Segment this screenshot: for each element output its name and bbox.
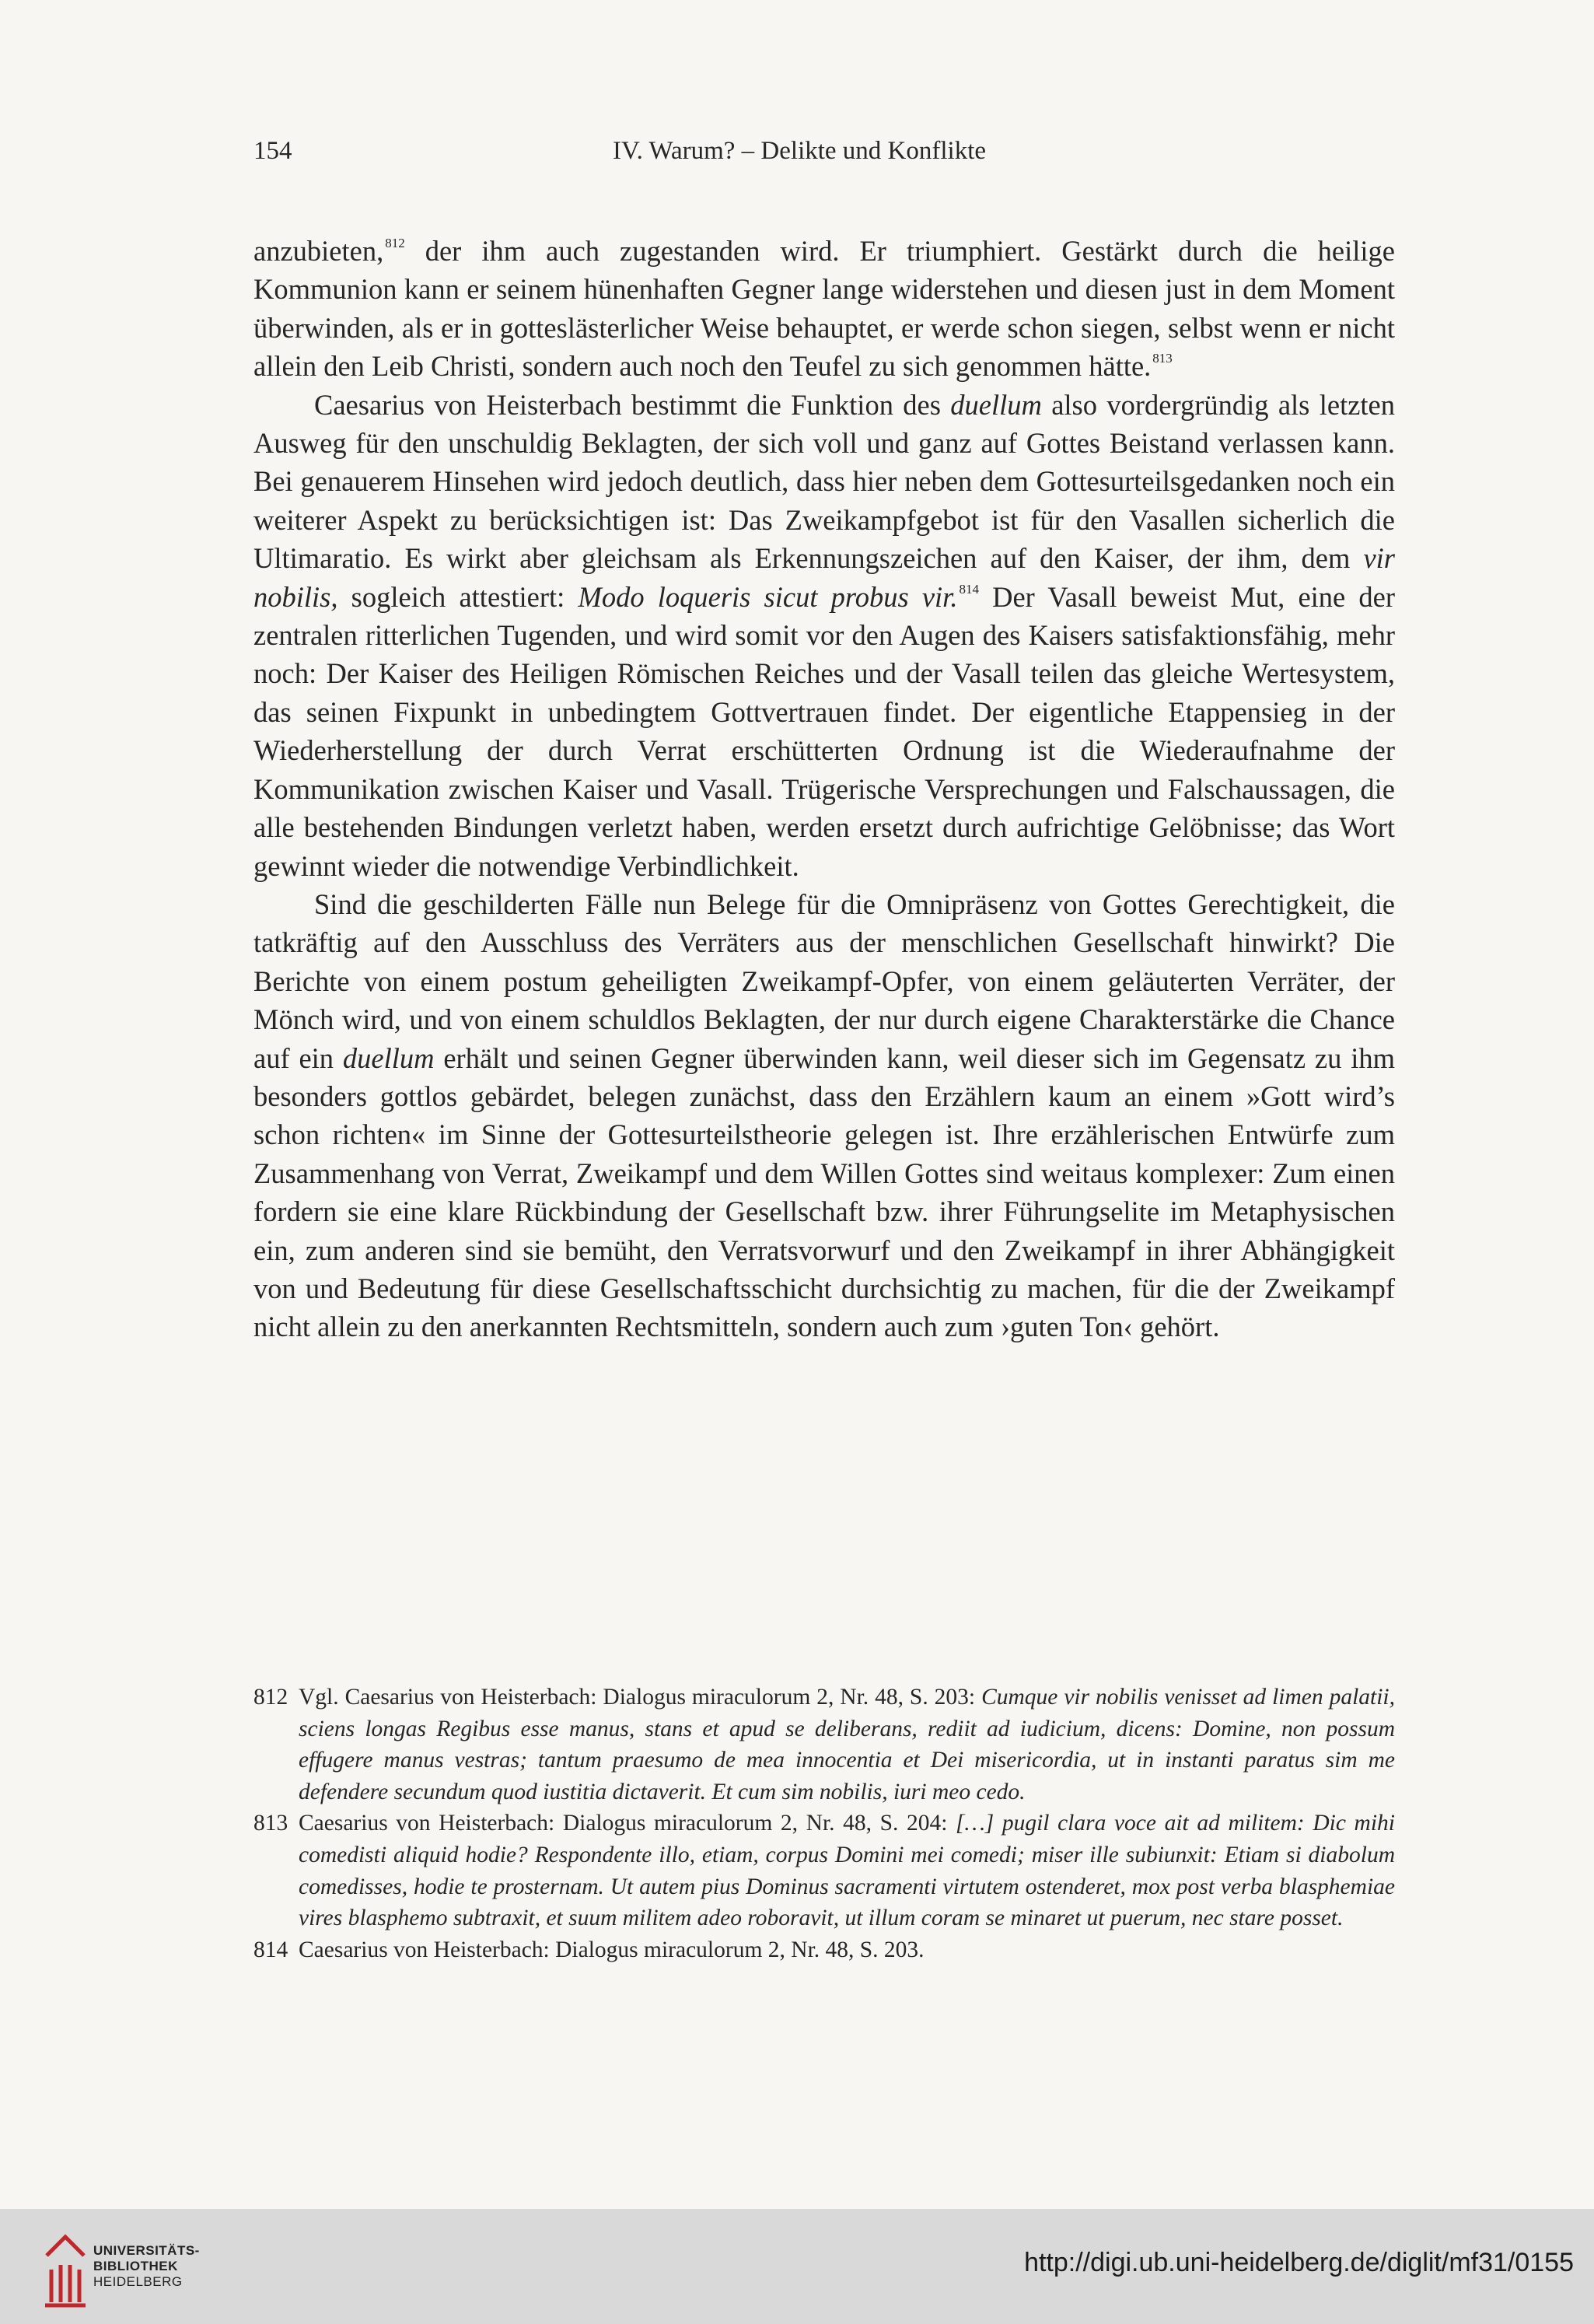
footnote-812	[253, 1682, 1395, 1808]
footnote-ref-813[interactable]: 813	[1152, 351, 1173, 366]
ub-heidelberg-logo-icon[interactable]	[39, 2224, 90, 2310]
footnote-ref-814[interactable]: 814	[959, 581, 979, 597]
footnote-quote: Cumque vir nobilis venisset ad limen palatii, sciens longas Regibus esse manus, stans et apud se deliberans, rediit ad iudicium, dicens: Domine, non possum effugere manus vestras; tantum praesumo de mea innocentia et Dei misericordia, ut in instanti paratus sim me defendere secundum quod iustitia dictaverit. Et cum sim nobilis, iuri meo cedo.	[299, 1685, 1395, 1804]
digitization-footer	[0, 2209, 1594, 2324]
library-name[interactable]	[93, 2243, 200, 2290]
library-line-3: HEIDELBERG	[93, 2274, 183, 2289]
main-text	[253, 232, 1395, 1346]
footnote-814	[253, 1934, 1395, 1966]
text-run: Der Vasall beweist Mut, eine der zentralen ritterlichen Tugenden, und wird somit vor den Augen des Kaisers satisfaktionsfähig, mehr noch: Der Kaiser des Heiligen Römischen Reiches und der Vasall teilen das gleiche Wertesystem, das seinen Fixpunkt in unbedingtem Gottvertrauen findet. Der eigentliche Etappensieg in der Wiederherstellung der durch Verrat erschütterten Ordnung ist die Wiederaufnahme der Kommunikation zwischen Kaiser und Vasall. Trügerische Versprechungen und Falschaussagen, die alle bestehenden Bindungen verletzt haben, werden ersetzt durch aufrichtige Gelöbnisse; das Wort gewinnt wieder die notwendige Verbindlichkeit.	[253, 580, 1395, 882]
running-head: IV. Warum? – Delikte und Konflikte	[613, 137, 987, 165]
paragraph-3	[253, 885, 1395, 1346]
paragraph-1	[253, 232, 1395, 386]
library-line-1: UNIVERSITÄTS-	[93, 2243, 200, 2258]
footnote-813	[253, 1808, 1395, 1934]
text-run: der ihm auch zugestanden wird. Er triumphiert. Gestärkt durch die heilige Kommunion kann er seinem hünenhaften Gegner lange widerstehen und diesen just in dem Moment überwinden, als er in gotteslästerlicher Weise behauptet, er werde schon siegen, selbst wenn er nicht allein den Leib Christi, sondern auch noch den Teufel zu sich genommen hätte.	[253, 235, 1395, 383]
footnote-text: Caesarius von Heisterbach: Dialogus miraculorum 2, Nr. 48, S. 204:	[299, 1811, 956, 1836]
italic-term: duellum	[950, 388, 1042, 421]
text-run: sogleich attestiert:	[337, 580, 579, 613]
page-number: 154	[253, 137, 292, 165]
footnote-ref-812[interactable]: 812	[385, 236, 405, 250]
library-line-2: BIBLIOTHEK	[93, 2259, 178, 2273]
footnote-number: 814	[253, 1937, 288, 1962]
footnote-text: Caesarius von Heisterbach: Dialogus miraculorum 2, Nr. 48, S. 203.	[299, 1937, 925, 1962]
paragraph-2	[253, 386, 1395, 885]
italic-term: vir nobilis,	[253, 542, 1395, 613]
text-run: Sind die geschilderten Fälle nun Belege für die Omnipräsenz von Gottes Gerechtigkeit, die tatkräftig auf den Ausschluss des Verräters aus der menschlichen Gesellschaft hinwirkt? Die Berichte von einem postum geheiligten Zweikampf-Opfer, von einem geläuterten Verräter, der Mönch wird, und von einem schuldlos Beklagten, der nur durch eigene Charakterstärke die Chance auf ein	[253, 887, 1395, 1074]
footnote-quote: […] pugil clara voce ait ad militem: Dic mihi comedisti aliquid hodie? Respondente illo, etiam, corpus Domini mei comedi; miser ille subiunxit: Etiam si diabolum comedisses, hodie te prosternam. Ut autem pius Dominus sacramenti virtutem ostenderet, mox post verba blasphemiae vires blasphemo subtraxit, et suum militem adeo roboravit, ut illum coram se minaret ut puerum, nec stare posset.	[299, 1811, 1396, 1931]
footnotes	[253, 1682, 1395, 1965]
italic-term: duellum	[342, 1041, 435, 1074]
text-run: also vordergründig als letzten Ausweg für den unschuldig Beklagten, der sich voll und ganz auf Gottes Beistand verlassen kann. Bei genauerem Hinsehen wird jedoch deutlich, dass hier neben dem Gottesurteilsgedanken noch ein weiterer Aspekt zu berücksichtigen ist: Das Zweikampfgebot ist für den Vasallen sicherlich die Ultimaratio. Es wirkt aber gleichsam als Erkennungszeichen auf den Kaiser, der ihm, dem	[253, 388, 1396, 575]
source-url-link[interactable]: http://digi.ub.uni-heidelberg.de/diglit/mf31/0155	[1024, 2248, 1574, 2277]
footnote-text: Vgl. Caesarius von Heisterbach: Dialogus miraculorum 2, Nr. 48, S. 203:	[299, 1685, 982, 1710]
text-run: Caesarius von Heisterbach bestimmt die Funktion des	[314, 388, 951, 421]
page-header	[253, 137, 1395, 176]
text-run: anzubieten,	[253, 235, 384, 267]
italic-quote: Modo loqueris sicut probus vir.	[578, 580, 958, 613]
text-run: erhält und seinen Gegner überwinden kann, weil dieser sich im Gegensatz zu ihm besonders gottlos gebärdet, belegen zunächst, dass den Erzählern kaum an einem »Gott wird’s schon richten« im Sinne der Gottesurteilstheorie gelegen ist. Ihre erzählerischen Entwürfe zum Zusammenhang von Verrat, Zweikampf und dem Willen Gottes sind weitaus komplexer: Zum einen fordern sie eine klare Rückbindung der Gesellschaft bzw. ihrer Führungselite im Metaphysischen ein, zum anderen sind sie bemüht, den Verratsvorwurf und den Zweikampf in ihrer Abhängigkeit von und Bedeutung für diese Gesellschaftsschicht durchsichtig zu machen, für die der Zweikampf nicht allein zu den anerkannten Rechtsmitteln, sondern auch zum ›guten Ton‹ gehört.	[253, 1041, 1396, 1343]
footnote-number: 813	[253, 1811, 288, 1836]
footnote-number: 812	[253, 1685, 288, 1710]
